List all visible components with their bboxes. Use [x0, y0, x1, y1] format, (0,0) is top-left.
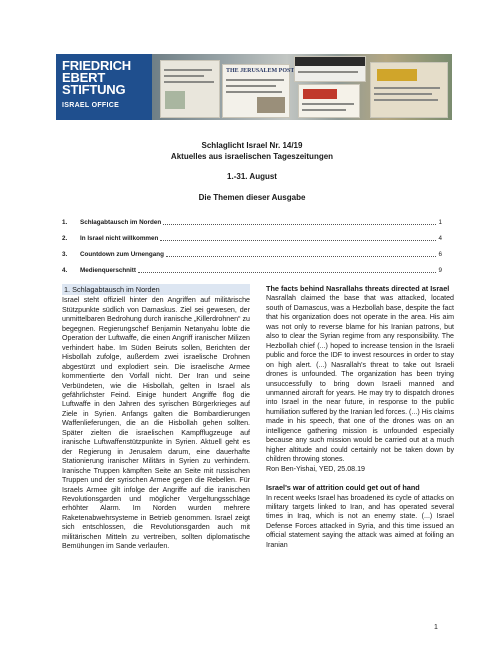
toc-entry[interactable]: [62, 214, 442, 230]
toc-leader: [163, 224, 436, 225]
logo-line-2: EBERT: [62, 70, 106, 85]
toc-number: 1.: [62, 218, 68, 226]
toc-leader: [160, 240, 436, 241]
toc-entry[interactable]: [62, 262, 442, 278]
toc-heading: Die Themen dieser Ausgabe: [198, 193, 306, 202]
toc-label: Schlagabtausch im Norden: [80, 218, 162, 226]
right-column: [266, 284, 454, 550]
toc-number: 2.: [62, 234, 68, 242]
article-heading: Israel's war of attrition could get out of hand: [266, 483, 420, 493]
article-heading: The facts behind Nasrallahs threats directed at Israel: [266, 284, 450, 293]
toc-leader: [138, 272, 436, 273]
fes-logo: [56, 54, 152, 120]
header-banner: [56, 54, 452, 120]
left-column: [62, 284, 250, 552]
toc-page: 9: [438, 266, 442, 274]
document-title: Schlaglicht Israel Nr. 14/19: [201, 141, 303, 150]
newspaper-1: [160, 60, 220, 118]
page-number: 1: [434, 624, 438, 631]
newspaper-jerusalem-post: [222, 64, 295, 118]
article-body: In recent weeks Israel has broadened its cycle of attacks on military targets linked to Iran, and has operated several times in Iraq, which is not an enemy state. (...) Israel Defense Forces attacked in Syria, and this time issued an official statement saying the attack was aimed at foiling an Iranian: [266, 493, 454, 549]
toc-page: 4: [438, 234, 442, 242]
newspaper-collage-image: [152, 54, 452, 120]
logo-line-1: FRIEDRICH: [62, 58, 131, 73]
document-subtitle: Aktuelles aus israelischen Tageszeitungen: [170, 152, 334, 161]
toc-entry[interactable]: [62, 246, 442, 262]
table-of-contents: [62, 214, 442, 278]
toc-page: 1: [438, 218, 442, 226]
toc-page: 6: [438, 250, 442, 258]
document-period: 1.-31. August: [227, 172, 277, 181]
toc-label: Countdown zum Urnengang: [80, 250, 164, 258]
section-heading: 1. Schlagabtausch im Norden: [62, 284, 250, 295]
article-source: Ron Ben-Yishai, YED, 25.08.19: [266, 464, 365, 473]
logo-line-3: STIFTUNG: [62, 82, 126, 97]
article-body: Nasrallah claimed the base that was attacked, located south of Damascus, was a Hezbollah base, despite the fact that his organization does not operate in the area. His aim was not only to reverse blame for his Iranian patrons, but also to clear the Syrian regime from any responsibility. The Hezbollah chief (...) hoped to increase tension in the Israeli public and force the IDF to invest resources in order to stay on high alert. (...) Nasrallah's threat to take out Israeli drones is unfounded. The organization has been trying unsuccessfully to bring down Israeli manned and unmanned aircraft for years. He may try to dispatch drones into Israel in the near future, in response to the public humiliation suffered by the Iranian led forces. (...) His claims made in his speech, that one of the drones was on an intelligence gathering mission is unfounded especially because any such mission would be carried out at a much higher altitude and could certainly not be taken down by children throwing stones.: [266, 294, 454, 464]
toc-entry[interactable]: [62, 230, 442, 246]
newspaper-masthead: THE JERUSALEM POST: [226, 68, 295, 74]
toc-number: 4.: [62, 266, 68, 274]
newspaper-5: [370, 62, 448, 118]
newspaper-3: [294, 56, 366, 82]
toc-number: 3.: [62, 250, 68, 258]
toc-leader: [166, 256, 436, 257]
spacer: [266, 474, 454, 483]
newspaper-4: [298, 84, 360, 118]
toc-label: In Israel nicht willkommen: [80, 234, 159, 242]
toc-label: Medienquerschnitt: [80, 266, 136, 274]
section-body: Israel steht offiziell hinter den Angriffen auf militärische Stützpunkte südlich von Damaskus. Ziel sei gewesen, der unmittelbaren Bedrohung durch iranische „Killerdrohnen“ zu begegnen. Regierungschef Benjamin Netanyahu lobte die Operation der Luftwaffe, die einen Angriff iranischer Milizen verhindert habe. Im Süden Beiruts sollen, Berichten der Hisbollah zufolge, außerdem zwei israelische Drohnen abgestürzt und explodiert sein. Die israelische Armee kommentierte den Vorfall nicht. Der Iran und seine Verbündeten, wie die Hisbollah, gelten in Israel als gefährlichster Feind. Einige hundert Angriffe flog die Luftwaffe in den Jahren des syrischen Bürgerkrieges auf Ziele in Syrien. Anfangs galten die Bombardierungen Waffenlieferungen, die an die Hisbollah gehen sollten. Später zielten die israelischen Kampfflugzeuge auf iranische Luftwaffenstützpunkte in Syrien. Aktuell geht es der Regierung in Jerusalem darum, eine dauerhafte Stationierung iranischer Militärs in Syrien zu verhindern. Iranische Truppen kämpften Seite an Seite mit russischen Truppen und der syrischen Armee gegen die Rebellen. Für Israels Armee gilt infolge der Angriffe auf die iranischen Revolutionsgarden und möglicher Vergeltungsschläge erhöhter Alarm. Im Norden wurden mehrere Raketenabwehrsysteme in Betrieb genommen. Israel zeigt sich entschlossen, die Revolutionsgarden auch mit militärischen Mitteln zu vertreiben, sollten diplomatische Bemühungen im Sande verlaufen.: [62, 296, 250, 551]
logo-subtitle: ISRAEL OFFICE: [62, 102, 120, 109]
